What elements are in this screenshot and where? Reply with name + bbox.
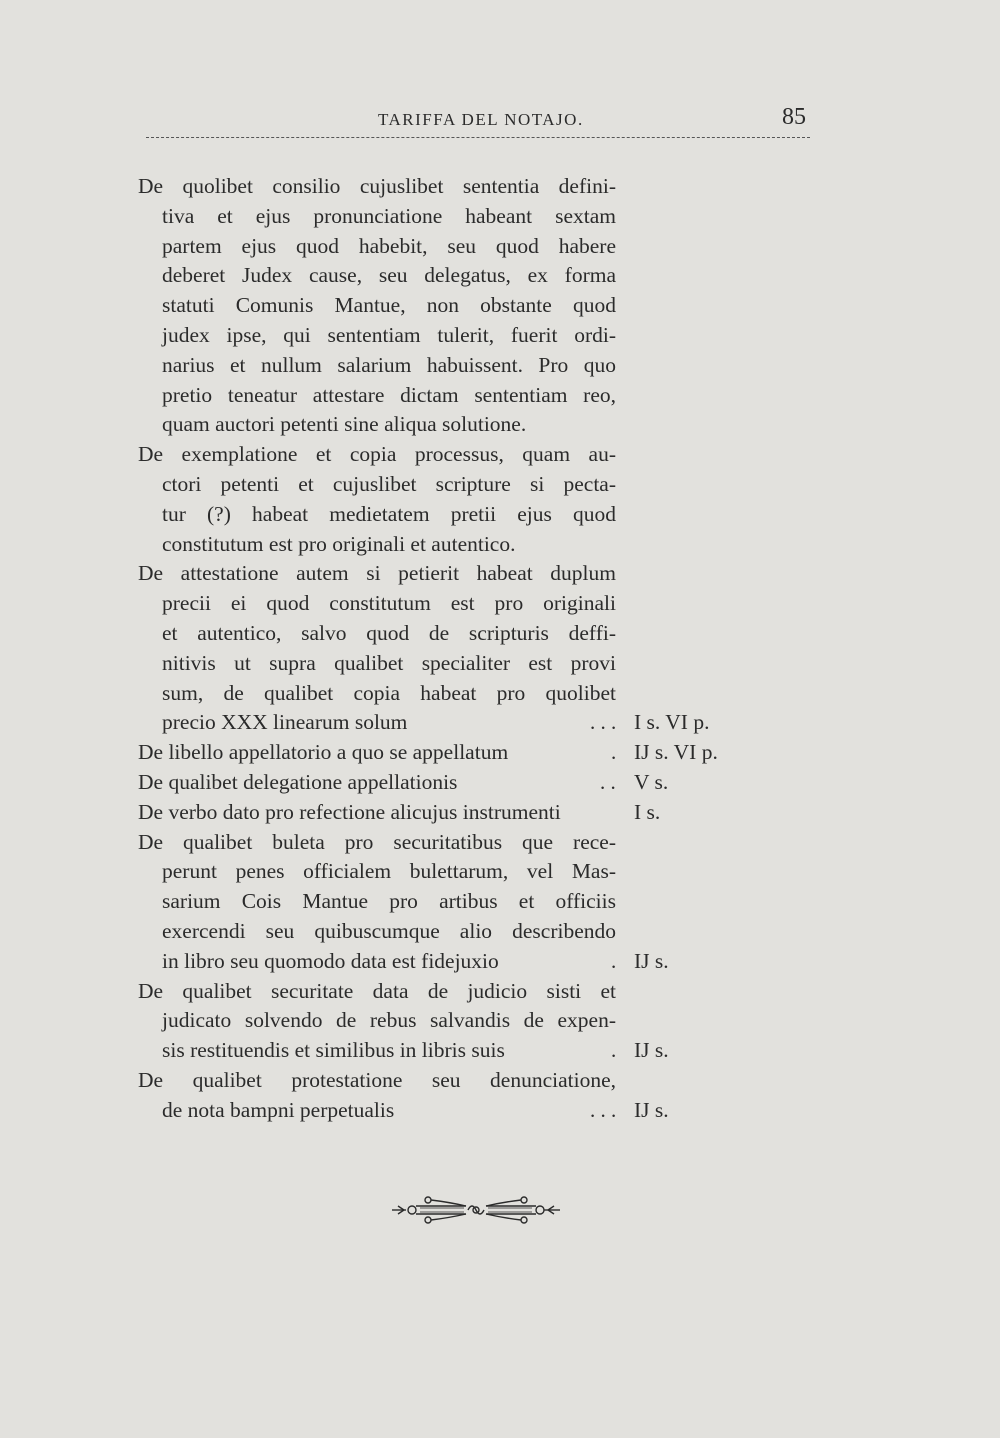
tariff-entry	[138, 559, 778, 738]
entry-line-text: precio XXX linearum solum	[162, 710, 408, 735]
tariff-entry	[138, 977, 778, 1066]
entry-line-text: de nota bampni perpetualis	[162, 1097, 395, 1122]
entry-line-text: De qualibet protestatione seu denunciatione,	[138, 1067, 616, 1092]
entry-line-text: tiva et ejus pronunciatione habeant sextam	[162, 203, 616, 228]
dot-leader: .	[611, 740, 617, 765]
entry-line	[138, 470, 616, 500]
entry-line-text: De exemplatione et copia processus, quam au-	[138, 442, 616, 467]
entry-line	[138, 321, 616, 351]
dot-leader: . . .	[590, 1097, 617, 1122]
tariff-entry	[138, 798, 778, 828]
entry-line-text: deberet Judex cause, seu delegatus, ex forma	[162, 263, 616, 288]
entry-line-text: judex ipse, qui sententiam tulerit, fuerit ordi-	[162, 322, 616, 347]
entry-line	[138, 798, 661, 828]
page-number: 85	[782, 104, 806, 130]
header-dotted-rule	[146, 137, 810, 138]
price-value: IJ s. VI p.	[634, 740, 718, 765]
entry-line	[138, 500, 616, 530]
price-value: IJ s.	[634, 1038, 669, 1063]
entry-line-text: ctori petenti et cujuslibet scripture si pecta-	[162, 471, 616, 496]
entry-line	[138, 649, 616, 679]
entry-line	[138, 679, 616, 709]
entry-line-text: sum, de qualibet copia habeat pro quolibet	[162, 680, 616, 705]
price-value: I s.	[634, 799, 661, 824]
entry-line	[138, 947, 669, 977]
entry-line-text: et autentico, salvo quod de scripturis deffi-	[162, 620, 616, 645]
entry-line	[138, 1096, 669, 1126]
entry-line-text: sis restituendis et similibus in libris suis	[162, 1038, 505, 1063]
entry-line-text: narius et nullum salarium habuissent. Pro quo	[162, 352, 616, 377]
entry-line	[138, 619, 616, 649]
entry-line	[138, 559, 616, 589]
price-value: IJ s.	[634, 1097, 669, 1122]
scroll-ornament-icon	[388, 1192, 564, 1228]
entry-line	[138, 887, 616, 917]
entry-line	[138, 589, 616, 619]
running-head	[140, 104, 810, 144]
tariff-entry	[138, 768, 778, 798]
entry-line-text: De attestatione autem si petierit habeat duplum	[138, 561, 616, 586]
entry-line	[138, 708, 710, 738]
tariff-entry	[138, 738, 778, 768]
entry-line-text: De qualibet securitate data de judicio sisti et	[138, 978, 616, 1003]
entry-line	[138, 440, 616, 470]
entry-line	[138, 738, 718, 768]
dot-leader: . .	[600, 769, 616, 794]
tariff-entry	[138, 1066, 778, 1126]
entry-line-text: De qualibet buleta pro securitatibus que rece-	[138, 829, 616, 854]
entry-line-text: exercendi seu quibuscumque alio describendo	[162, 918, 616, 943]
entry-line	[138, 172, 616, 202]
entry-line-text: sarium Cois Mantue pro artibus et officiis	[162, 889, 616, 914]
price-value: I s. VI p.	[634, 710, 710, 735]
tariff-entry	[138, 440, 778, 559]
dot-leader: . . .	[590, 710, 617, 735]
entry-line-text: quam auctori petenti sine aliqua solutione.	[162, 412, 527, 437]
tariff-text-block	[138, 172, 778, 1126]
entry-line	[138, 1066, 616, 1096]
entry-line	[138, 410, 616, 440]
entry-line-text: precii ei quod constitutum est pro originali	[162, 591, 616, 616]
entry-line-text: in libro seu quomodo data est fidejuxio	[162, 948, 499, 973]
entry-line-text: constitutum est pro originali et autentico.	[162, 531, 516, 556]
entry-line	[138, 977, 616, 1007]
entry-line	[138, 857, 616, 887]
entry-line-text: De libello appellatorio a quo se appellatum	[138, 740, 509, 765]
entry-line	[138, 530, 616, 560]
entry-line-text: De qualibet delegatione appellationis	[138, 769, 458, 794]
entry-line-text: perunt penes officialem bulettarum, vel Mas-	[162, 859, 616, 884]
tariff-entry	[138, 828, 778, 977]
dot-leader: .	[611, 948, 617, 973]
running-head-title: TARIFFA DEL NOTAJO.	[378, 110, 584, 129]
entry-line-text: partem ejus quod habebit, seu quod habere	[162, 233, 616, 258]
entry-line	[138, 828, 616, 858]
entry-line	[138, 351, 616, 381]
price-value: V s.	[634, 769, 669, 794]
entry-line-text: tur (?) habeat medietatem pretii ejus quod	[162, 501, 616, 526]
entry-line	[138, 381, 616, 411]
entry-line	[138, 261, 616, 291]
entry-line	[138, 232, 616, 262]
entry-line-text: pretio teneatur attestare dictam sententiam reo,	[162, 382, 616, 407]
entry-line	[138, 768, 669, 798]
price-value: IJ s.	[634, 948, 669, 973]
entry-line	[138, 291, 616, 321]
entry-line-text: judicato solvendo de rebus salvandis de expen-	[162, 1008, 616, 1033]
entry-line-text: De verbo dato pro refectione alicujus instrumenti	[138, 799, 561, 824]
entry-line	[138, 1006, 616, 1036]
entry-line	[138, 917, 616, 947]
entry-line	[138, 1036, 669, 1066]
entry-line	[138, 202, 616, 232]
dot-leader: .	[611, 1038, 617, 1063]
entry-line-text: statuti Comunis Mantue, non obstante quod	[162, 293, 616, 318]
tariff-entry	[138, 172, 778, 440]
entry-line-text: De quolibet consilio cujuslibet sententia defini-	[138, 174, 616, 198]
entry-line-text: nitivis ut supra qualibet specialiter est provi	[162, 650, 616, 675]
